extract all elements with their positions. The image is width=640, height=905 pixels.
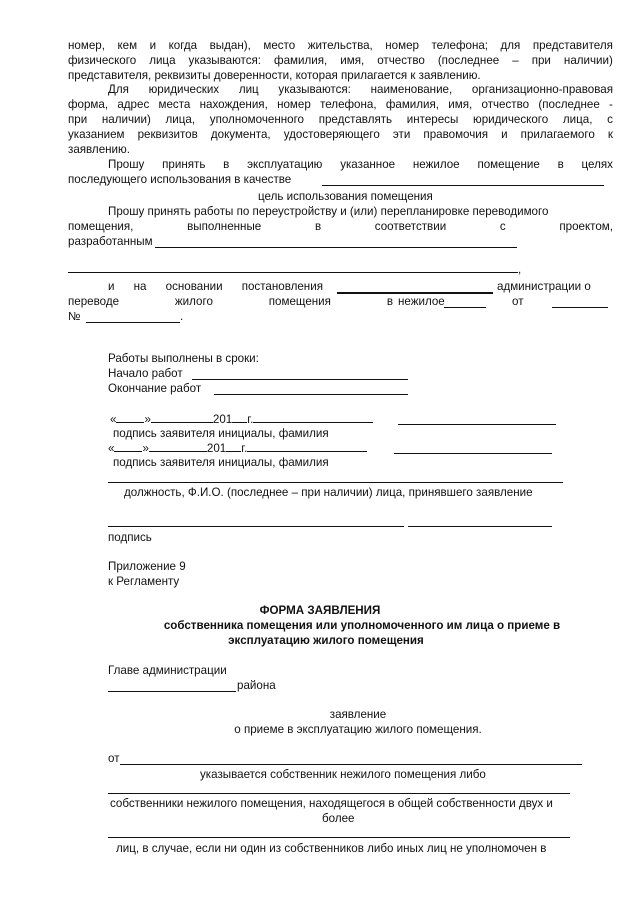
word: уполномоченного xyxy=(209,113,304,126)
word: телефона; xyxy=(431,39,489,52)
form-subtitle: эксплуатацию жилого помещения xyxy=(228,634,424,647)
paragraph-line xyxy=(68,53,613,68)
word: документа, xyxy=(210,128,271,141)
paragraph-text: от xyxy=(512,295,524,308)
paragraph-line: представителя, реквизиты доверенности, которая прилагается к заявлению. xyxy=(68,69,481,82)
word: отчество xyxy=(481,98,530,111)
addressee-label: Главе администрации xyxy=(108,664,227,677)
statement-title: заявление xyxy=(329,708,387,721)
paragraph-line xyxy=(108,279,323,294)
word: нахождения, xyxy=(199,98,268,111)
addressee-district: района xyxy=(237,679,276,692)
word: место xyxy=(263,39,296,52)
owners-caption: более xyxy=(322,812,355,825)
word: адрес xyxy=(117,98,150,111)
word: юридических xyxy=(148,83,220,96)
period: . xyxy=(180,310,184,323)
word: жительства, xyxy=(307,39,373,52)
signature-field[interactable] xyxy=(394,453,552,454)
word: и xyxy=(108,280,115,293)
word: наличии) xyxy=(563,54,613,67)
word: указываются: xyxy=(278,83,351,96)
word: с xyxy=(607,113,613,126)
works-start-field[interactable] xyxy=(192,379,408,380)
word: в xyxy=(223,158,230,171)
official-signature-field[interactable] xyxy=(408,526,552,527)
word: имя, xyxy=(448,98,473,111)
word: – xyxy=(512,54,519,67)
word: жилого xyxy=(174,295,213,308)
paragraph-line xyxy=(108,157,613,172)
word: на xyxy=(133,280,147,293)
word: Прошу xyxy=(108,158,145,171)
word: прилагаемого xyxy=(520,128,595,141)
signature-caption: подпись xyxy=(108,531,152,544)
form-subtitle: собственника помещения или уполномоченного им лица о приеме в xyxy=(163,619,561,632)
word: наименование, xyxy=(370,83,453,96)
works-title: Работы выполнены в сроки: xyxy=(108,352,259,365)
word: места xyxy=(158,98,191,111)
word: лица xyxy=(149,54,176,67)
word: выполненные xyxy=(187,220,262,233)
resolution-date-field[interactable] xyxy=(552,307,608,308)
paragraph-line: разработанным xyxy=(68,235,153,248)
word: при xyxy=(68,113,88,126)
word: юридического xyxy=(473,113,549,126)
signature-caption: подпись заявителя инициалы, фамилия xyxy=(113,427,329,440)
official-name-field[interactable] xyxy=(108,526,404,527)
word: Для xyxy=(108,83,129,96)
word: в xyxy=(557,158,564,171)
statement-subtitle: о приеме в эксплуатацию жилого помещения. xyxy=(234,723,482,736)
word: помещения, xyxy=(68,220,134,233)
paragraph-line: Прошу принять работы по переустройству и (или) перепланировке переводимого xyxy=(108,205,549,218)
paragraph-text: № xyxy=(68,310,81,323)
owners-caption: собственники нежилого помещения, находящегося в общей собственности двух и xyxy=(110,797,553,810)
purpose-field[interactable] xyxy=(322,185,604,186)
word: (последнее xyxy=(437,54,500,67)
word: в xyxy=(314,220,322,233)
official-caption: должность, Ф.И.О. (последнее – при наличии) лица, принявшего заявление xyxy=(124,486,533,499)
paragraph-line: заявлению. xyxy=(68,143,130,156)
from-label: от xyxy=(108,752,120,765)
paragraph-line: последующего использования в качестве xyxy=(68,173,292,186)
word: постановления xyxy=(241,280,323,293)
paragraph-line xyxy=(108,82,613,97)
word: принять xyxy=(162,158,206,171)
word: с xyxy=(499,220,506,233)
developer-field-continued[interactable] xyxy=(68,272,518,273)
works-start-label: Начало работ xyxy=(108,367,183,380)
word: форма, xyxy=(68,98,109,111)
date-field[interactable]: « » 201 г. xyxy=(110,411,373,427)
works-end-label: Окончание работ xyxy=(108,382,202,395)
form-title: ФОРМА ЗАЯВЛЕНИЯ xyxy=(259,604,381,617)
word: номер, xyxy=(68,39,105,52)
word: помещение xyxy=(477,158,540,171)
word: указываются: xyxy=(188,54,262,67)
word: реквизитов xyxy=(137,128,198,141)
developer-field[interactable] xyxy=(155,247,517,248)
word: интересы xyxy=(406,113,459,126)
word: представлять xyxy=(318,113,393,126)
word: фамилия, xyxy=(274,54,328,67)
word: физического xyxy=(68,54,137,67)
paragraph-line xyxy=(68,127,613,142)
word: в xyxy=(386,295,393,308)
word: выдан), xyxy=(209,39,251,52)
word: отчество xyxy=(377,54,425,67)
word: нежилое xyxy=(412,158,460,171)
word: к xyxy=(607,128,613,141)
paragraph-line xyxy=(68,38,613,53)
appendix-reference: к Регламенту xyxy=(108,575,180,588)
word: наличии) xyxy=(101,113,151,126)
signature-field[interactable] xyxy=(398,424,556,425)
paragraph-line xyxy=(68,97,613,112)
word: номер xyxy=(385,39,419,52)
word: когда xyxy=(168,39,198,52)
word: при xyxy=(531,54,551,67)
word: организационно-правовая xyxy=(471,83,613,96)
word: эти xyxy=(392,128,411,141)
appendix-number: Приложение 9 xyxy=(108,560,186,573)
word: помещения xyxy=(268,295,331,308)
owner-caption: указывается собственник нежилого помещения либо xyxy=(200,768,486,781)
owners-field[interactable] xyxy=(108,793,570,794)
paragraph-text: администрации о xyxy=(497,280,591,293)
field-caption: цель использования помещения xyxy=(258,190,433,203)
word: номер xyxy=(277,98,311,111)
word: фамилия, xyxy=(385,98,440,111)
word: и xyxy=(149,39,157,52)
persons-field[interactable] xyxy=(108,837,570,838)
word: для xyxy=(500,39,521,52)
to-nonresidential-field[interactable] xyxy=(444,307,486,308)
word: и xyxy=(501,128,508,141)
word: лица, xyxy=(562,113,593,126)
persons-caption: лиц, в случае, если ни один из собственников либо иных лиц не уполномочен в xyxy=(116,842,547,855)
word: указанное xyxy=(340,158,396,171)
paragraph-line xyxy=(68,294,393,309)
date-field[interactable]: « » 201 г. xyxy=(108,440,367,456)
word: телефона, xyxy=(320,98,377,111)
owner-field[interactable] xyxy=(120,764,582,765)
word: лица, xyxy=(165,113,196,126)
word: переводе xyxy=(68,295,120,308)
word: основании xyxy=(165,280,223,293)
word: лиц xyxy=(238,83,259,96)
word: имя, xyxy=(340,54,365,67)
word: представителя xyxy=(532,39,613,52)
paragraph-text: нежилое xyxy=(398,295,445,308)
word: целях xyxy=(581,158,613,171)
resolution-number-field[interactable] xyxy=(86,322,180,323)
word: - xyxy=(609,98,613,111)
word: проектом, xyxy=(559,220,613,233)
paragraph-line xyxy=(68,112,613,127)
word: соответствии xyxy=(374,220,447,233)
word: указанием xyxy=(68,128,125,141)
word: кем xyxy=(117,39,138,52)
word: (последнее xyxy=(538,98,600,111)
signature-caption: подпись заявителя инициалы, фамилия xyxy=(113,456,329,469)
paragraph-line xyxy=(68,219,613,234)
works-end-field[interactable] xyxy=(214,394,408,395)
word: правомочия xyxy=(423,128,489,141)
comma: , xyxy=(518,263,522,276)
word: эксплуатацию xyxy=(247,158,323,171)
official-field[interactable] xyxy=(108,482,563,483)
district-field[interactable] xyxy=(108,691,236,692)
word: удостоверяющего xyxy=(283,128,380,141)
